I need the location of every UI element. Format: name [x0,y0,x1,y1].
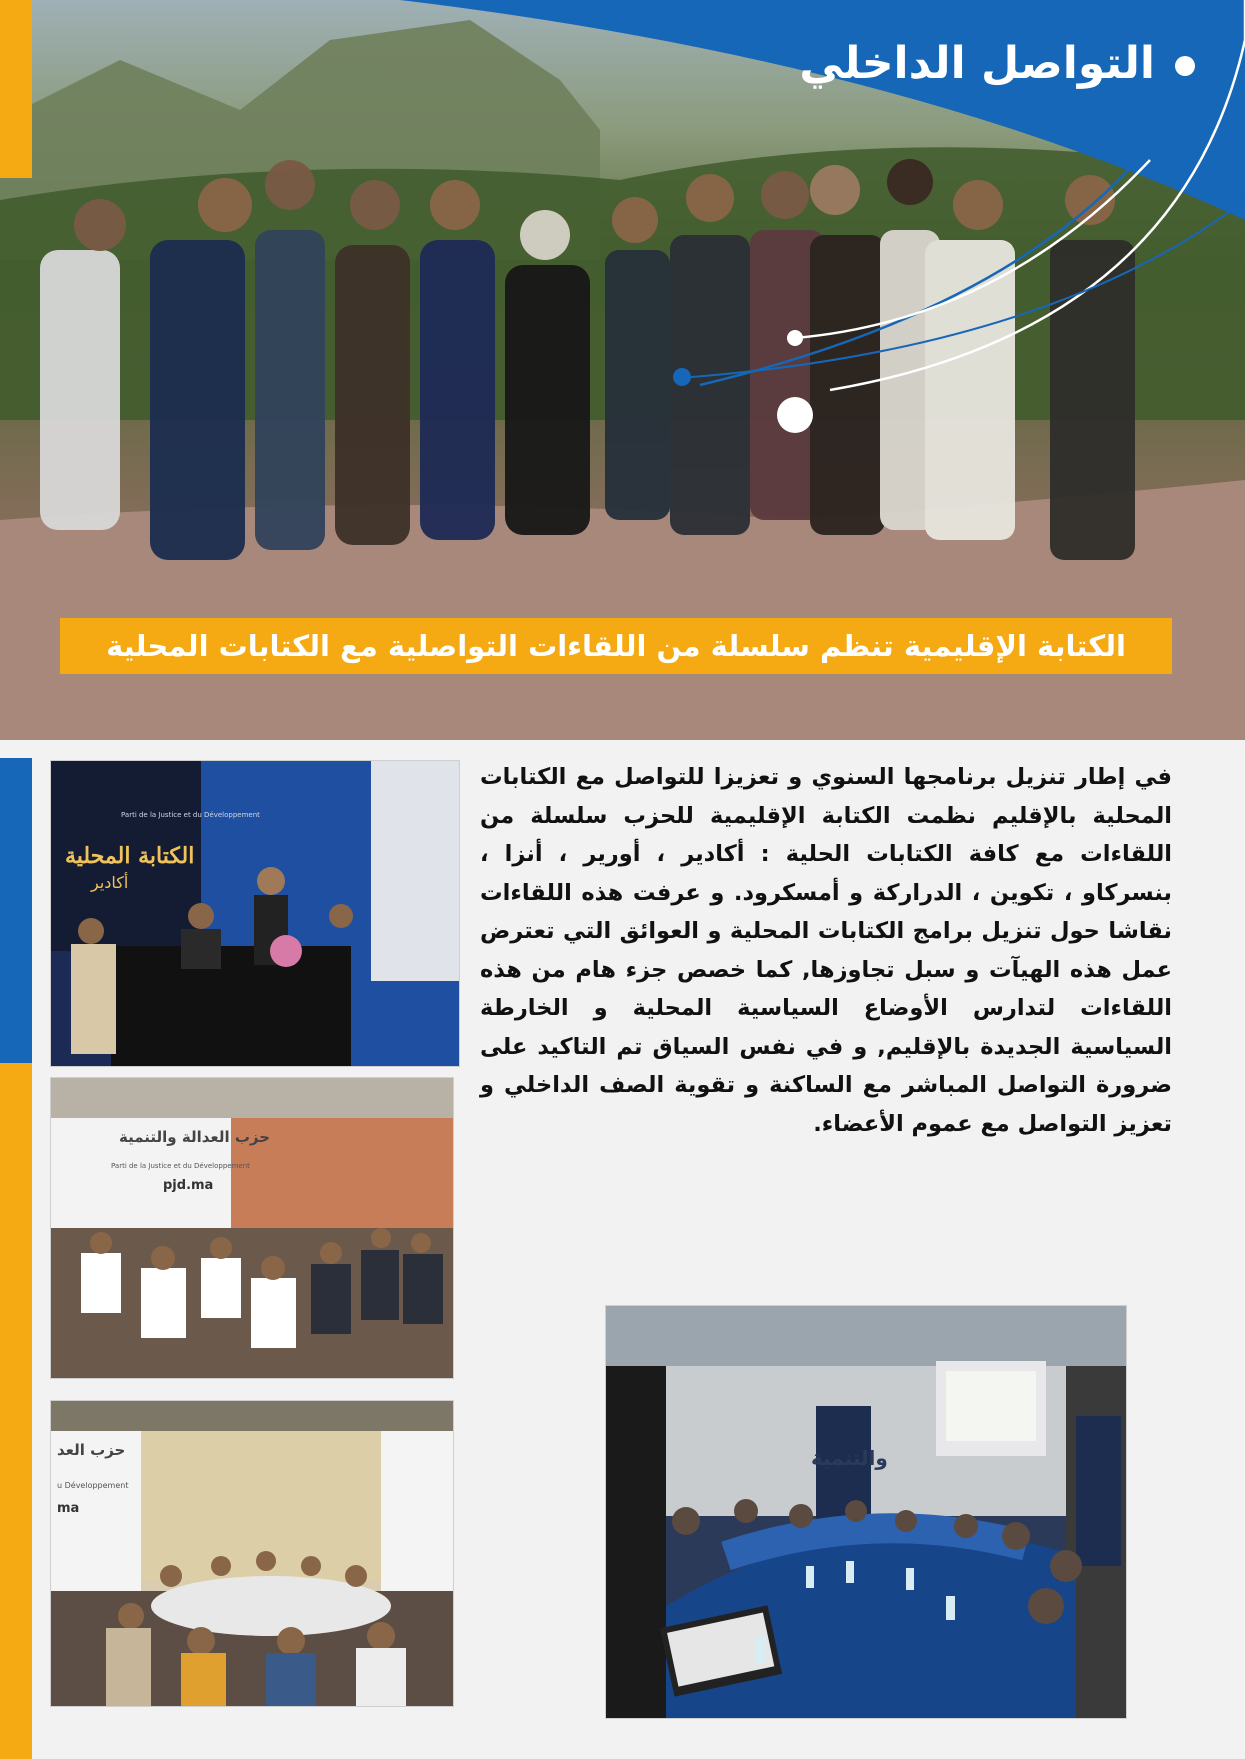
headline-banner: الكتابة الإقليمية تنظم سلسلة من اللقاءات التواصلية مع الكتابات المحلية [60,618,1172,674]
photo2-banner-site: pjd.ma [163,1178,214,1193]
meeting-photo-4-scene [606,1306,1126,1718]
photo3-banner-title: حزب العد [57,1441,126,1459]
meeting-photo-1-scene [51,761,459,1066]
article-body: في إطار تنزيل برنامجها السنوي و تعزيزا للتواصل مع الكتابات المحلية بالإقليم نظمت الكتابة الإقليمية للحزب سلسلة من اللقاءات مع كافة الكتابات الحلية : أكادير ، أورير ، أنزا ، بنسركاو ، تكوين ، الدراركة و أمسكرود. و عرفت هذه اللقاءات نقاشا حول تنزيل برامج الكتابات المحلية و العوائق التي تعترض عمل هذه الهيآت و سبل تجاوزها, كما خصص جزء هام من هذه اللقاءات لتدارس الأوضاع السياسية المحلية و الخارطة السياسية الجديدة بالإقليم, و في نفس السياق تم التاكيد على ضرورة التواصل المباشر مع الساكنة و تقوية الصف الداخلي و تعزيز التواصل مع عموم الأعضاء. [480,764,1172,1137]
meeting-photo-2 [50,1077,454,1379]
photo3-banner-site: ma [57,1501,80,1516]
photo2-banner-title: حزب العدالة والتنمية [119,1128,271,1146]
photo3-banner-party: u Développement [57,1481,129,1490]
photo1-banner-subtitle: أكادير [91,873,129,892]
photo4-banner-title: والتنمية [811,1446,888,1470]
meeting-photo-4 [605,1305,1127,1719]
meeting-photo-2-scene [51,1078,453,1378]
meeting-photo-3 [50,1400,454,1707]
title-bullet-icon [1175,56,1195,76]
side-accent-orange [0,1063,32,1759]
photo1-banner-title: الكتابة المحلية [65,843,195,869]
section-title: التواصل الداخلي [799,38,1155,89]
photo1-banner-party: Parti de la Justice et du Développement [121,811,260,819]
meeting-photo-1 [50,760,460,1067]
hero-photo [0,0,1245,740]
side-accent-blue [0,758,32,1063]
photo2-banner-party: Parti de la Justice et du Développement [111,1162,250,1170]
